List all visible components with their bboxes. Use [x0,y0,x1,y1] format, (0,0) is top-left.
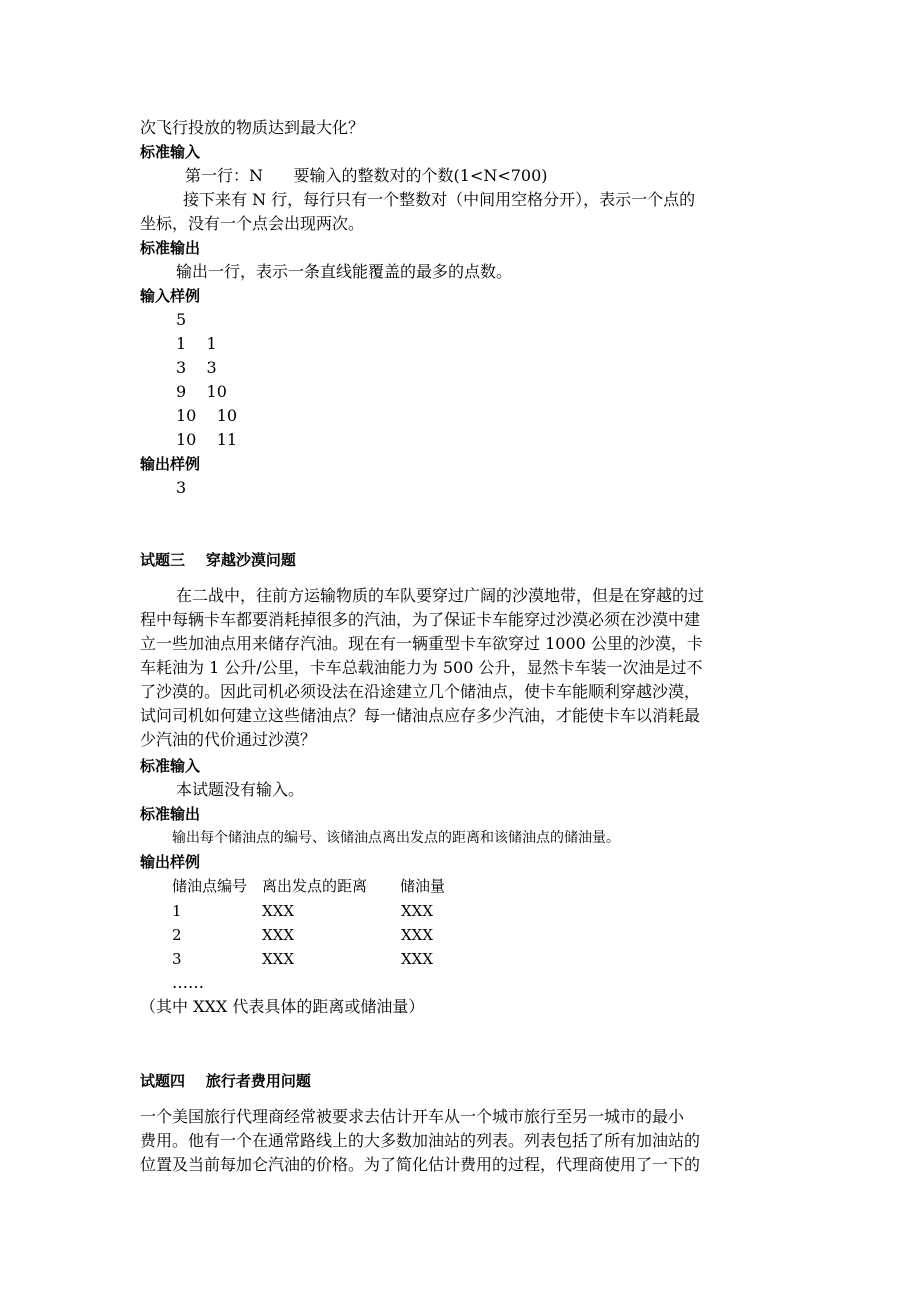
problem3-paragraph-line: 在二战中，往前方运输物质的车队要穿过广阔的沙漠地带，但是在穿越的过 [176,586,705,605]
std-input-line-1: 第一行：N 要输入的整数对的个数(1<N<700) [185,166,548,185]
problem4-paragraph-line: 位置及当前每加仑汽油的价格。为了简化估计费用的过程，代理商使用了一下的 [140,1155,701,1174]
problem4-title: 试题四 旅行者费用问题 [140,1072,311,1090]
sample-input-line: 3 3 [176,358,217,377]
table-cell: XXX [401,902,434,920]
problem3-note: （其中 XXX 代表具体的距离或储油量） [140,997,425,1016]
std-input-line-3: 坐标，没有一个点会出现两次。 [140,214,365,233]
sample-input-line: 10 10 [176,406,238,425]
table-cell: XXX [262,950,295,968]
sample-input-line: 1 1 [176,334,217,353]
sample-output-value: 3 [176,478,187,497]
table-cell: XXX [262,926,295,944]
problem3-paragraph-line: 了沙漠的。因此司机必须设法在沿途建立几个储油点，使卡车能顺利穿越沙漠， [140,682,701,701]
table-cell: 1 [172,902,182,920]
problem3-paragraph-line: 程中每辆卡车都要消耗掉很多的汽油，为了保证卡车能穿过沙漠必须在沙漠中建 [140,610,701,629]
intro-tail: 次飞行投放的物质达到最大化？ [140,118,365,137]
sample-input-line: 9 10 [176,382,227,401]
problem3-paragraph-line: 立一些加油点用来储存汽油。现在有一辆重型卡车欲穿过 1000 公里的沙漠，卡 [140,634,703,653]
problem3-paragraph-line: 少汽油的代价通过沙漠？ [140,730,317,749]
table-cell: XXX [401,926,434,944]
table-cell: 2 [172,926,182,944]
table-ellipsis: …… [172,973,204,992]
table-header-station-id: 储油点编号 [172,877,248,895]
problem3-paragraph-line: 车耗油为 1 公升/公里，卡车总载油能力为 500 公升，显然卡车装一次油是过不 [140,658,703,677]
sample-input-heading: 输入样例 [140,287,201,305]
std-input-heading: 标准输入 [140,143,201,161]
std-output-line: 输出一行，表示一条直线能覆盖的最多的点数。 [176,262,513,281]
sample-input-line: 10 11 [176,430,238,449]
problem3-std-output-line: 输出每个储油点的编号、该储油点离出发点的距离和该储油点的储油量。 [172,830,620,846]
problem3-std-input-line: 本试题没有输入。 [176,780,305,799]
problem3-std-input-heading: 标准输入 [140,757,201,775]
sample-input-line: 5 [176,310,187,329]
std-input-line-2: 接下来有 N 行，每行只有一个整数对（中间用空格分开），表示一个点的 [183,190,696,209]
problem4-paragraph-line: 一个美国旅行代理商经常被要求去估计开车从一个城市旅行至另一城市的最小 [140,1107,685,1126]
problem3-sample-output-heading: 输出样例 [140,853,201,871]
problem3-std-output-heading: 标准输出 [140,805,201,823]
sample-output-heading: 输出样例 [140,455,201,473]
table-header-fuel: 储油量 [400,877,446,895]
problem3-title: 试题三 穿越沙漠问题 [140,551,296,569]
std-output-heading: 标准输出 [140,239,201,257]
table-cell: XXX [401,950,434,968]
table-cell: 3 [172,950,182,968]
table-cell: XXX [262,902,295,920]
problem4-paragraph-line: 费用。他有一个在通常路线上的大多数加油站的列表。列表包括了所有加油站的 [140,1131,701,1150]
table-header-distance: 离出发点的距离 [262,877,368,895]
problem3-paragraph-line: 试问司机如何建立这些储油点？每一储油点应存多少汽油，才能使卡车以消耗最 [140,706,701,725]
